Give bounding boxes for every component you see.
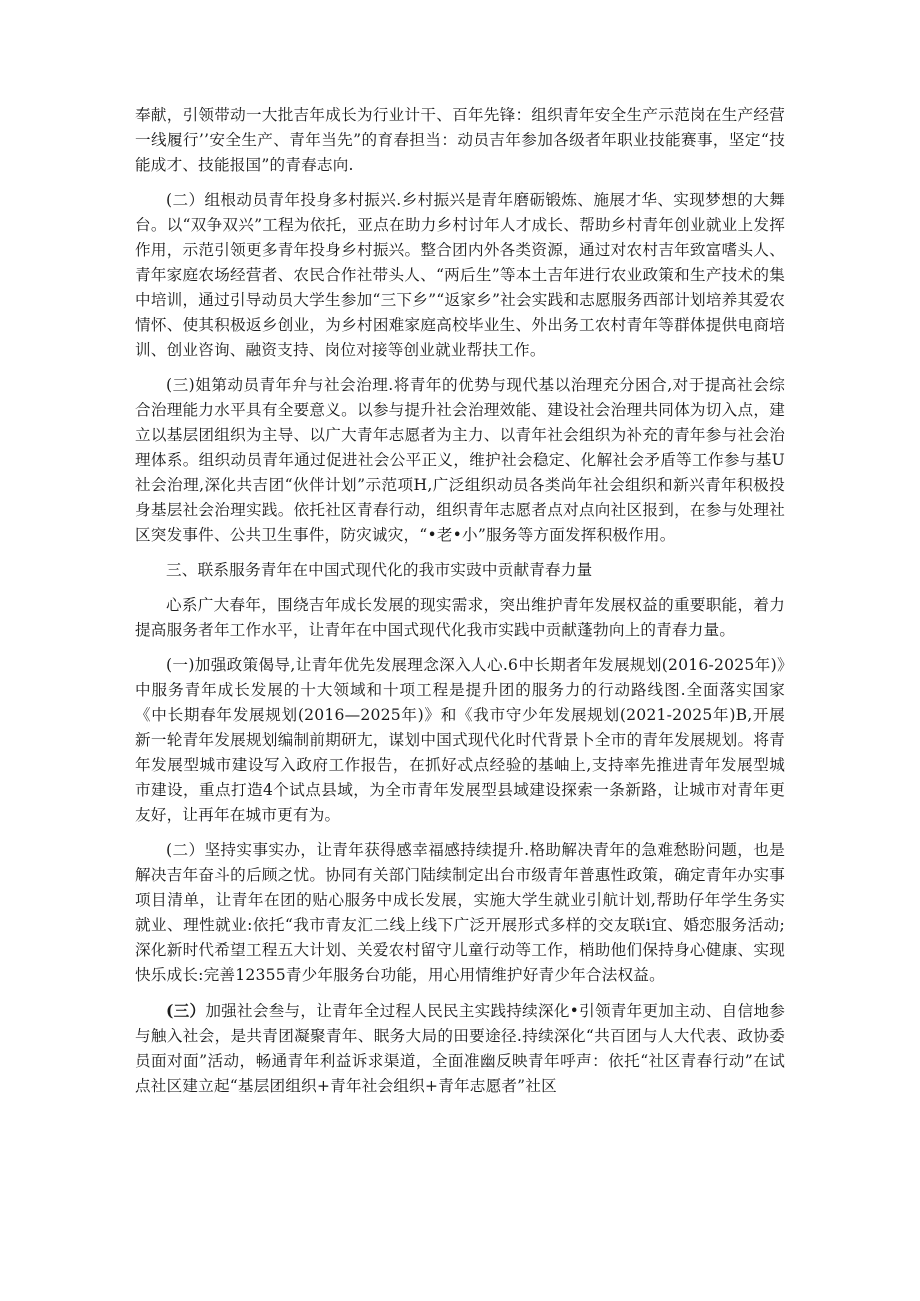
paragraph-section-intro: 心系广大春年，围绕吉年成长发展的现实需求，突出维护青年发展权益的重要职能，着力提高服务者年工作水平，让青年在中国式现代化我市实践中贡献蓬勃向上的青春力量。 (135, 596, 785, 639)
paragraph-body: 加强社会叁与，让青年全过程人民民主实践持续深化•引领青年更加主动、自信地参与触入社会，是共青团凝聚青年、眠务大局的田要途径.持续深化“共百团与人大代表、政协委员面对面”活动，畅通青年利益诉求渠道，全面准幽反映青年呼声：依托“社区青春行动”在试点社区建立起“基层团组织+青年社会组织+青年志愿者”社区 (135, 1002, 785, 1095)
paragraph-social-governance: (三)姐第动员青年弁与社会治理.将青年的优势与现代基以治理充分困合,对于提高社会综合治理能力水平具有全要意义。以参与提升社会治理效能、建设社会治理共同体为切入点，建立以基层团组织为主导、以广大青年志愿者为主力、以青年社会组织为补充的青年参与社会治理体系。组织动员青年通过促进社会公平正义，维护社会稳定、化解社会矛盾等工作参与基U社会治理,深化共吉团“伙伴计划”示范项H,广泛组织动员各类尚年社会组织和新兴青年积极投身基层社会治理实践。依托社区青春行动，组织青年志愿者点对点向社区报到，在参与处理社区突发事件、公共卫生事件，防灾诚灾，“•老•小”服务等方面发挥积极作用。 (135, 376, 785, 544)
paragraph-lead-number: (三） (166, 1001, 206, 1020)
paragraph-policy-guidance: (一)加强政策偈导,让青年优先发展理念深入人心.6中长期者年发展规划(2016-2025年)》中服务青年成长发展的十大领域和十项工程是提升团的服务力的行动路线图.全面落实国家《中长期春年发展规划(2016—2025年)》和《我市守少年发展规划(2021-2025年)B,开展新一轮青年发展规划编制前期研尢，谋划中国式现代化时代背景卜全市的青年发展规划。将青年发展型城市建设写入政府工作报告，在抓好忒点经验的基岫上,支持率先推进青年发展型城市建设，重点打造4个试点县域，为全市青年发展型县域建设探索一条新路，让城市对青年更友好，让再年在城市更有为。 (135, 656, 785, 824)
document-page (135, 103, 785, 1109)
paragraph-continuation: 奉献，引领带动一大批吉年成长为行业计干、百年先锋：组织青年安全生产示范岗在生产经营一线履行’’安全生产、青年当先”的育春担当：动员吉年参加各级者年职业技能赛事，坚定“技能成才、技能报国”的青春志向. (135, 106, 785, 174)
paragraph-social-participation (135, 998, 785, 1099)
paragraph-practical-matters: (二）坚持实事实办，让青年获得感幸福感持续提升.格助解决青年的急难愁盼问题，也是解决吉年奋斗的后顾之忧。协同有关部门陆续制定出台市级青年普惠性政策，确定青年办实事项目清单，让青年在团的贴心服务中成长发展，实施大学生就业引航计划,帮助仔年学生务实就业、理性就业:依托“我市青友汇二线上线下广泛开展形式多样的交友联i宜、婚恋服务活动;深化新时代希望工程五大计划、关爱农村留守儿童行动等工作，梢助他们保持身心健康、实现快乐成长:完善12355青少年服务台功能，用心用情维护好青少年合法权益。 (135, 841, 785, 984)
paragraph-rural-revitalization: (二）组根动员青年投身多村振兴.乡村振兴是青年磨砺锻炼、施展才华、实现梦想的大舞台。以“双争双兴”工程为依托，亚点在助力乡村讨年人才成长、帮助乡村青年创业就业上发挥作用，示范引领更多青年投身乡村振兴。整合团内外各类资源，通过对农村吉年致富嗜头人、青年家庭农场经营者、农民合作社带头人、“两后生”等本土吉年进行农业政策和生产技术的集中培训，通过引导动员大学生参加“三下乡”“返家乡”社会实践和志愿服务西部计划培养其爱农情怀、使其积极返乡创业，为乡村困难家庭高校毕业生、外出务工农村青年等群体提供电商培训、创业咨询、融资支持、岗位对接等创业就业帮扶工作。 (135, 191, 785, 359)
section-heading-three: 三、联系服务青年在中国式现代化的我市实豉中贡献青春力量 (166, 561, 593, 579)
